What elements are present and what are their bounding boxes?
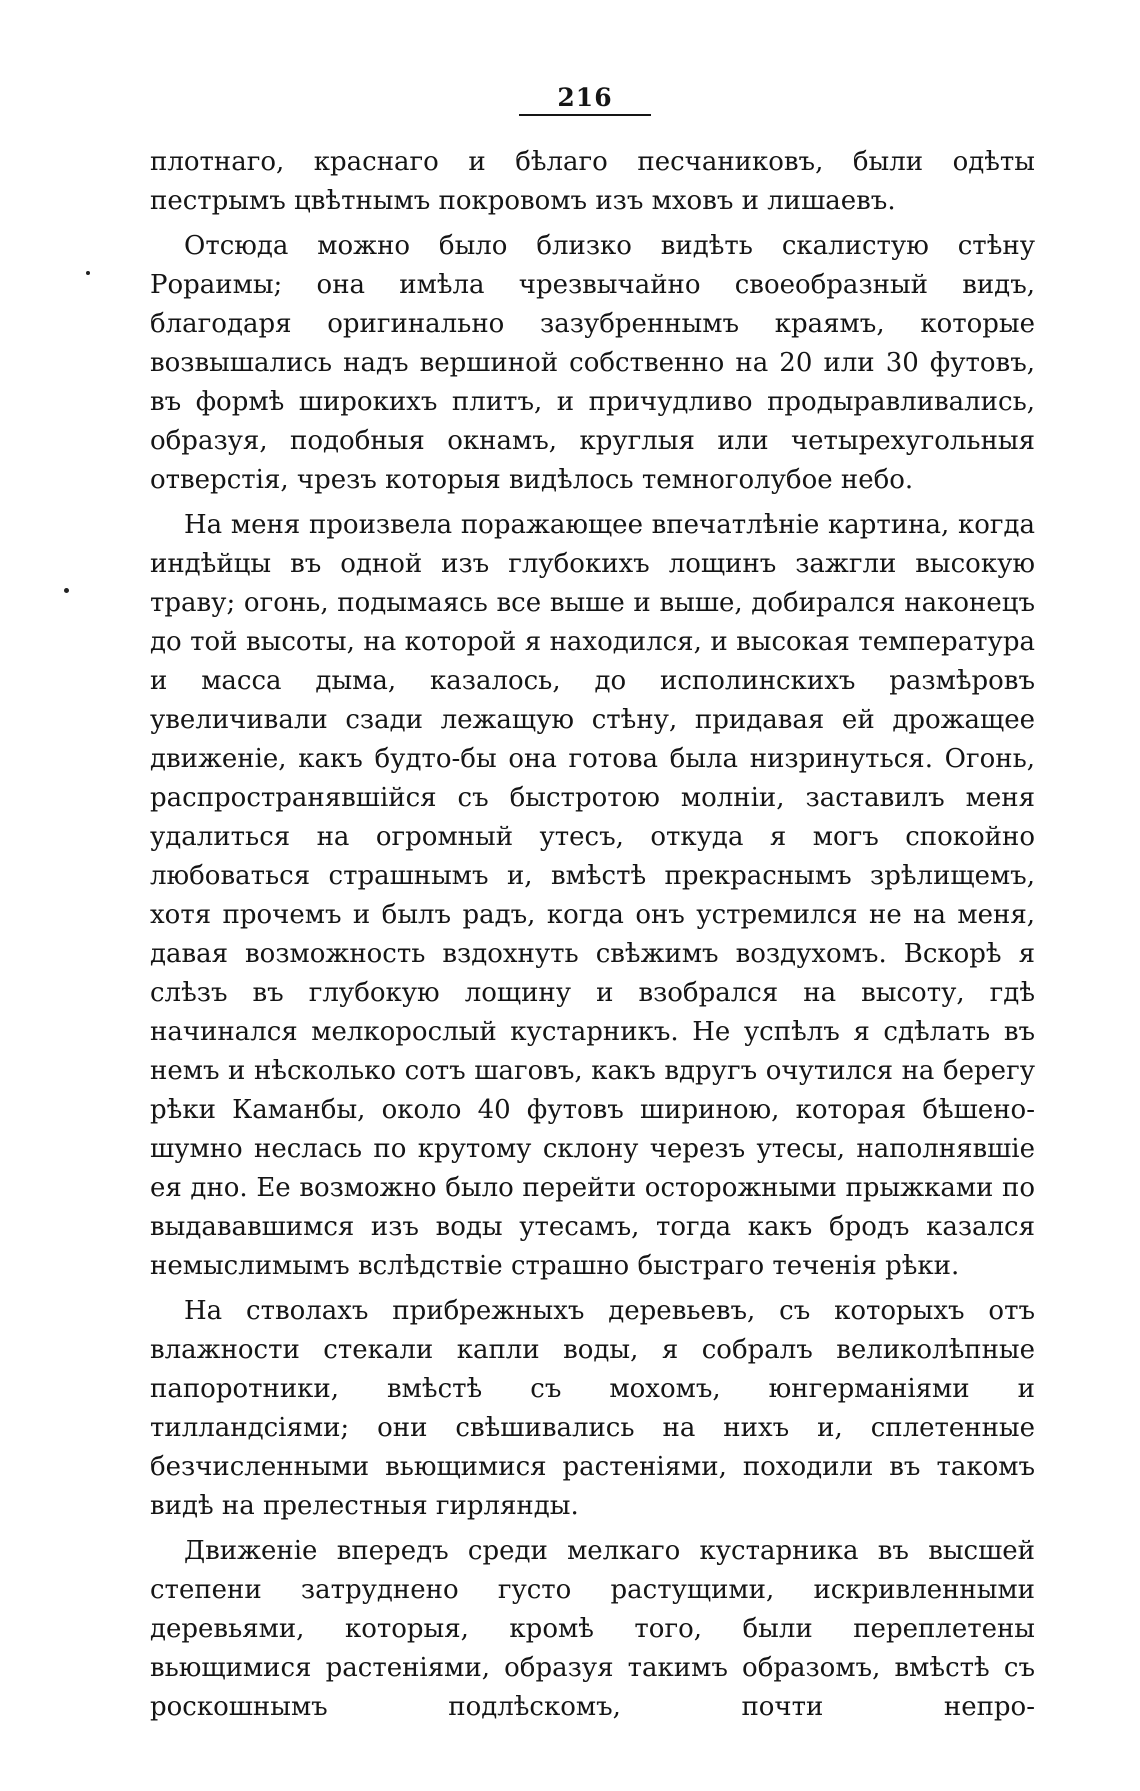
page-number: 216 <box>557 83 613 112</box>
body-text <box>150 143 1035 1727</box>
scan-speck <box>64 588 69 593</box>
paragraph: Отсюда можно было близко видѣть скалистую стѣну Рораимы; она имѣла чрезвычайно своеобразный видъ, благодаря оригинально зазубреннымъ краямъ, которые возвышались надъ вершиной собственно на 20 или 30 футовъ, въ формѣ широкихъ плитъ, и причудливо продыравливались, образуя, подобныя окнамъ, круглыя или четырехугольныя отверстія, чрезъ которыя видѣлось темноголубое небо. <box>150 231 1035 495</box>
paragraph: Движеніе впередъ среди мелкаго кустарника въ высшей степени затруднено густо растущими, искривленными деревьями, которыя, кромѣ того, были переплетены вьющимися растеніями, образуя такимъ образомъ, вмѣстѣ съ роскошнымъ подлѣскомъ, почти непро- <box>150 1536 1035 1722</box>
scan-speck <box>86 271 90 275</box>
paragraph: плотнаго, краснаго и бѣлаго песчаниковъ, были одѣты пестрымъ цвѣтнымъ покровомъ изъ мховъ и лишаевъ. <box>150 147 1035 216</box>
header-rule <box>519 114 651 116</box>
paragraph: На стволахъ прибрежныхъ деревьевъ, съ которыхъ отъ влажности стекали капли воды, я собралъ великолѣпные папоротники, вмѣстѣ съ мохомъ, юнгерманіями и тилландсіями; они свѣшивались на нихъ и, сплетенные безчисленными вьющимися растеніями, походили въ такомъ видѣ на прелестныя гирлянды. <box>150 1296 1035 1521</box>
paragraph: На меня произвела поражающее впечатлѣніе картина, когда индѣйцы въ одной изъ глубокихъ лощинъ зажгли высокую траву; огонь, подымаясь все выше и выше, добирался наконецъ до той высоты, на которой я находился, и высокая температура и масса дыма, казалось, до исполинскихъ размѣровъ увеличивали сзади лежащую стѣну, придавая ей дрожащее движеніе, какъ будто-бы она готова была низринуться. Огонь, распространявшійся съ быстротою молніи, заставилъ меня удалиться на огромный утесъ, откуда я могъ спокойно любоваться страшнымъ и, вмѣстѣ прекраснымъ зрѣлищемъ, хотя прочемъ и былъ радъ, когда онъ устремился не на меня, давая возможность вздохнуть свѣжимъ воздухомъ. Вскорѣ я слѣзъ въ глубокую лощину и взобрался на высоту, гдѣ начинался мелкорослый кустарникъ. Не успѣлъ я сдѣлать въ немъ и нѣсколько сотъ шаговъ, какъ вдругъ очутился на берегу рѣки Каманбы, около 40 футовъ шириною, которая бѣшено-шумно неслась по крутому склону черезъ утесы, наполнявшіе ея дно. Ее возможно было перейти осторожными прыжками по выдававшимся изъ воды утесамъ, тогда какъ бродъ казался немыслимымъ вслѣдствіе страшно быстраго теченія рѣки. <box>150 510 1035 1281</box>
